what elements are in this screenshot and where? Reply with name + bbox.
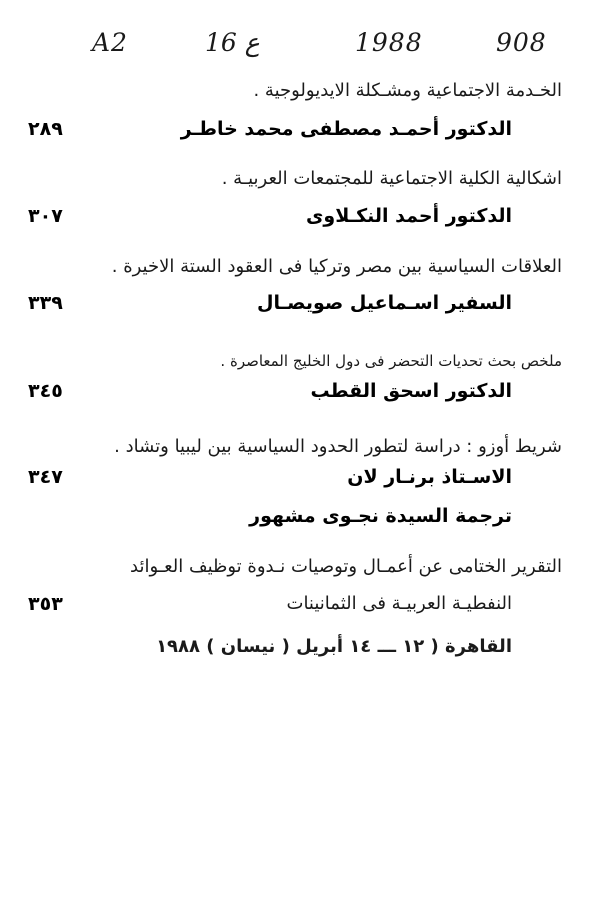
entry-page-number: ٣٥٣ [28,593,63,615]
entry-translator: ترجمة السيدة نجـوى مشهور [249,505,512,527]
entry-page-number: ٣٤٧ [28,466,63,488]
handwritten-code: A2 [92,28,128,57]
entry-author: الدكتور اسحق القطب [310,380,512,402]
entry-title: الخـدمة الاجتماعية ومشـكلة الايديولوجية . [253,80,562,101]
entry-author: الدكتور أحمد النكـلاوى [305,205,512,227]
entry-title: شريط أوزو : دراسة لتطور الحدود السياسية بين ليبيا وتشاد . [114,436,562,457]
entry-author: السفير اسـماعيل صويصـال [257,292,512,314]
entry-event-date: القاهرة ( ١٢ ـــ ١٤ أبريل ( نيسان ) ١٩٨٨ [156,636,512,657]
entry-title: العلاقات السياسية بين مصر وتركيا فى العقود الستة الاخيرة . [111,256,562,277]
entry-title-continued: النفطيـة العربيـة فى الثمانينات [286,593,512,614]
handwritten-number: 908 [496,28,547,57]
entry-page-number: ٢٨٩ [28,118,63,140]
entry-page-number: ٣٣٩ [28,292,63,314]
entry-page-number: ٣٤٥ [28,380,63,402]
handwritten-year: 1988 [355,28,423,57]
handwritten-issue: 16 ع [205,28,260,57]
entry-title: ملخص بحث تحديات التحضر فى دول الخليج المعاصرة . [220,352,562,370]
entry-title: اشكالية الكلية الاجتماعية للمجتمعات العربيـة . [221,168,562,189]
entry-author: الاسـتاذ برنـار لان [347,466,512,488]
entry-title: التقرير الختامى عن أعمـال وتوصيات نـدوة توظيف العـوائد [130,556,562,577]
entry-page-number: ٣٠٧ [28,205,63,227]
entry-author: الدكتور أحمـد مصطفى محمد خاطـر [180,118,512,140]
